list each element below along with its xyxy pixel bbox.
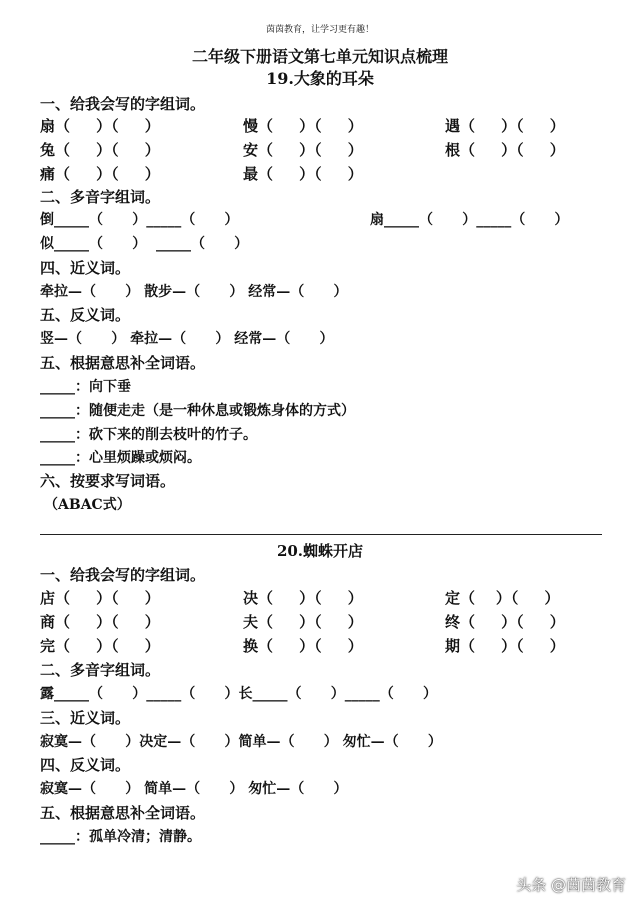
l19-row2-col3: 根（ ）（ ） bbox=[445, 141, 565, 159]
l19-polyphone-2: 似_____（ ） _____（ ） bbox=[40, 236, 249, 252]
l19-section-write: 一、给我会写的字组词。 bbox=[40, 95, 206, 113]
l19-section-synonym: 四、近义词。 bbox=[40, 259, 131, 277]
l19-antonyms: 竖—（ ） 牵拉—（ ） 经常—（ ） bbox=[40, 331, 334, 347]
l20-row2-col3: 终（ ）（ ） bbox=[445, 613, 565, 631]
l20-row1-col2: 决（ ）（ ） bbox=[243, 589, 363, 607]
l19-row1-col2: 慢（ ）（ ） bbox=[243, 117, 363, 135]
l20-row2-col2: 夫（ ）（ ） bbox=[243, 613, 363, 631]
l20-section-complete: 五、根据意思补全词语。 bbox=[40, 804, 206, 822]
l19-section-polyphone: 二、多音字组词。 bbox=[40, 188, 161, 206]
l20-row3-col2: 换（ ）（ ） bbox=[243, 637, 363, 655]
lesson20-title: 20.蜘蛛开店 bbox=[276, 542, 364, 560]
l19-synonyms: 牵拉—（ ） 散步—（ ） 经常—（ ） bbox=[40, 284, 348, 300]
l19-row3-col1: 痛（ ）（ ） bbox=[40, 165, 160, 183]
l19-fill-1: _____：向下垂 bbox=[40, 379, 131, 395]
l19-row1-col1: 扇（ ）（ ） bbox=[40, 117, 160, 135]
l20-row3-col3: 期（ ）（ ） bbox=[445, 637, 565, 655]
l20-synonyms: 寂寞—（ ）决定—（ ）简单—（ ） 匆忙—（ ） bbox=[40, 734, 442, 750]
l19-section-pattern: 六、按要求写词语。 bbox=[40, 472, 176, 490]
l20-section-synonym: 三、近义词。 bbox=[40, 709, 131, 727]
l19-fill-2: _____：随便走走（是一种休息或锻炼身体的方式） bbox=[40, 403, 355, 419]
l20-row1-col3: 定（ ）（ ） bbox=[445, 589, 560, 607]
l19-section-complete: 五、根据意思补全词语。 bbox=[40, 354, 206, 372]
document-title: 二年级下册语文第七单元知识点梳理 bbox=[191, 47, 448, 66]
l19-polyphone-1b: 扇_____（ ）_____（ ） bbox=[370, 212, 569, 228]
l19-row1-col3: 遇（ ）（ ） bbox=[445, 117, 565, 135]
l19-section-antonym: 五、反义词。 bbox=[40, 306, 131, 324]
l20-row2-col1: 商（ ）（ ） bbox=[40, 613, 160, 631]
l20-section-write: 一、给我会写的字组词。 bbox=[40, 566, 206, 584]
l20-section-polyphone: 二、多音字组词。 bbox=[40, 661, 161, 679]
l20-row1-col1: 店（ ）（ ） bbox=[40, 589, 160, 607]
l19-fill-4: _____：心里烦躁或烦闷。 bbox=[40, 450, 201, 466]
l20-row3-col1: 完（ ）（ ） bbox=[40, 637, 160, 655]
l19-row2-col1: 兔（ ）（ ） bbox=[40, 141, 160, 159]
l19-row3-col2: 最（ ）（ ） bbox=[243, 165, 363, 183]
l20-fill-1: _____：孤单冷清；清静。 bbox=[40, 829, 201, 845]
l19-abac: （ABAC式） bbox=[44, 497, 131, 513]
lesson19-title: 19.大象的耳朵 bbox=[266, 69, 374, 88]
l20-antonyms: 寂寞—（ ） 简单—（ ） 匆忙—（ ） bbox=[40, 781, 348, 797]
watermark: 头条 @茵茵教育 bbox=[516, 876, 626, 894]
l19-fill-3: _____：砍下来的削去枝叶的竹子。 bbox=[40, 427, 257, 443]
l20-polyphones: 露_____（ ）_____（ ）长_____（ ）_____（ ） bbox=[40, 686, 437, 702]
l20-section-antonym: 四、反义词。 bbox=[40, 756, 131, 774]
section-divider bbox=[40, 534, 602, 535]
l19-polyphone-1a: 倒_____（ ）_____（ ） bbox=[40, 212, 239, 228]
l19-row2-col2: 安（ ）（ ） bbox=[243, 141, 363, 159]
header-note: 茵茵教育，让学习更有趣！ bbox=[265, 25, 374, 35]
